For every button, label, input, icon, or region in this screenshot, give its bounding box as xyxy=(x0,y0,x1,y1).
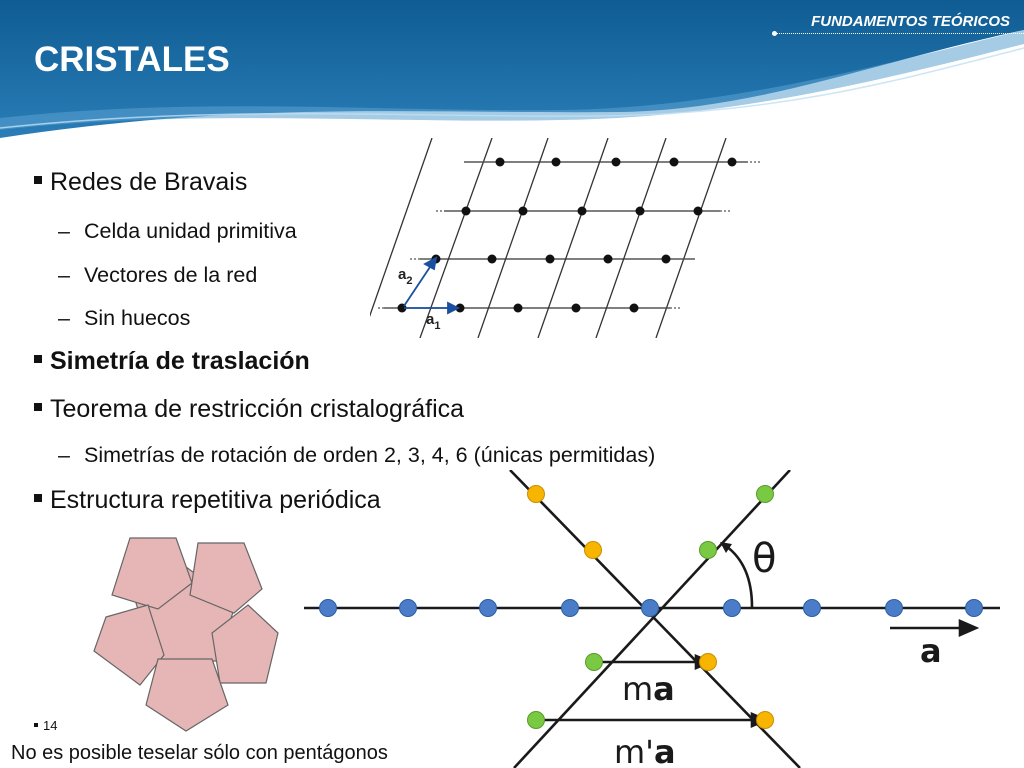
sub-bullet-text: Sin huecos xyxy=(84,306,191,330)
bullet-marker xyxy=(34,723,38,727)
pentagon-group xyxy=(94,538,278,731)
lattice-point xyxy=(578,207,587,216)
bullet-item xyxy=(34,347,310,376)
lattice-point xyxy=(757,486,774,503)
lattice-point xyxy=(400,600,417,617)
section-divider xyxy=(776,33,1024,34)
lattice-point xyxy=(886,600,903,617)
slide-title: CRISTALES xyxy=(34,40,230,79)
vector-a1-arrowhead xyxy=(448,303,458,313)
lattice-point xyxy=(636,207,645,216)
lattice-dotted-extensions xyxy=(378,162,760,308)
label-a: a xyxy=(920,632,942,670)
lattice-point xyxy=(514,304,523,313)
pentagon-bottom xyxy=(146,659,228,731)
lattice-point xyxy=(700,654,717,671)
section-divider-dot xyxy=(772,31,777,36)
dash-marker: – xyxy=(58,263,70,287)
lattice-point xyxy=(462,207,471,216)
label-mpa: m'a xyxy=(614,733,676,768)
dash-marker: – xyxy=(58,443,70,467)
bullet-marker xyxy=(34,494,42,502)
lattice-point xyxy=(519,207,528,216)
label-ma: ma xyxy=(622,670,675,708)
figure-caption: No es posible teselar sólo con pentágonos xyxy=(11,742,388,764)
lattice-point xyxy=(642,600,659,617)
lattice-point xyxy=(804,600,821,617)
bullet-item xyxy=(34,395,464,424)
lattice-point xyxy=(528,712,545,729)
rotation-restriction-diagram xyxy=(300,470,1024,768)
a-arrowhead xyxy=(960,621,976,635)
lattice-points xyxy=(398,158,737,313)
lattice-point xyxy=(728,158,737,167)
label-a1: $a_1$ xyxy=(426,311,441,332)
bullet-marker xyxy=(34,355,42,363)
lattice-point xyxy=(604,255,613,264)
lattice-point xyxy=(694,207,703,216)
slide-number xyxy=(34,718,57,733)
header-banner xyxy=(0,0,1024,140)
lattice-point xyxy=(552,158,561,167)
rotated-line-right xyxy=(514,470,790,768)
sub-bullet-item xyxy=(58,263,257,288)
lattice-point xyxy=(572,304,581,313)
lattice-point xyxy=(662,255,671,264)
bullet-text: Redes de Bravais xyxy=(50,168,248,196)
lattice-point xyxy=(496,158,505,167)
bravais-lattice-diagram xyxy=(370,138,765,338)
sub-bullet-text: Celda unidad primitiva xyxy=(84,219,297,243)
bullet-marker xyxy=(34,403,42,411)
lattice-point xyxy=(585,542,602,559)
sub-bullet-item xyxy=(58,219,297,244)
lattice-point xyxy=(546,255,555,264)
sub-bullet-item xyxy=(58,306,190,331)
bullet-text: Teorema de restricción cristalográfica xyxy=(50,395,465,423)
dash-marker: – xyxy=(58,306,70,330)
lattice-point xyxy=(700,542,717,559)
lattice-point xyxy=(966,600,983,617)
lattice-point xyxy=(724,600,741,617)
theta-arc-arrowhead xyxy=(720,542,732,553)
lattice-point xyxy=(320,600,337,617)
bullet-text: Simetría de traslación xyxy=(50,347,310,375)
slide-number-text: 14 xyxy=(43,718,58,733)
bullet-text: Estructura repetitiva periódica xyxy=(50,486,381,514)
section-label: FUNDAMENTOS TEÓRICOS xyxy=(811,13,1010,30)
lattice-point xyxy=(488,255,497,264)
bullet-marker xyxy=(34,176,42,184)
sub-bullet-item xyxy=(58,443,655,468)
bullet-item xyxy=(34,168,247,197)
lattice-point xyxy=(528,486,545,503)
lattice-point xyxy=(670,158,679,167)
dash-marker: – xyxy=(58,219,70,243)
lattice-point xyxy=(630,304,639,313)
sub-bullet-text: Vectores de la red xyxy=(84,263,258,287)
lattice-point xyxy=(480,600,497,617)
lattice-point xyxy=(586,654,603,671)
sub-bullet-text: Simetrías de rotación de orden 2, 3, 4, 6 (únicas permitidas) xyxy=(84,443,656,467)
theta-arc xyxy=(726,546,752,607)
pentagon-tiling-figure xyxy=(90,533,290,735)
construction-lines xyxy=(304,470,1000,768)
lattice-point xyxy=(757,712,774,729)
lattice-point xyxy=(612,158,621,167)
lattice-point xyxy=(562,600,579,617)
label-theta: θ xyxy=(752,536,777,582)
label-a2: $a_2$ xyxy=(398,266,413,287)
